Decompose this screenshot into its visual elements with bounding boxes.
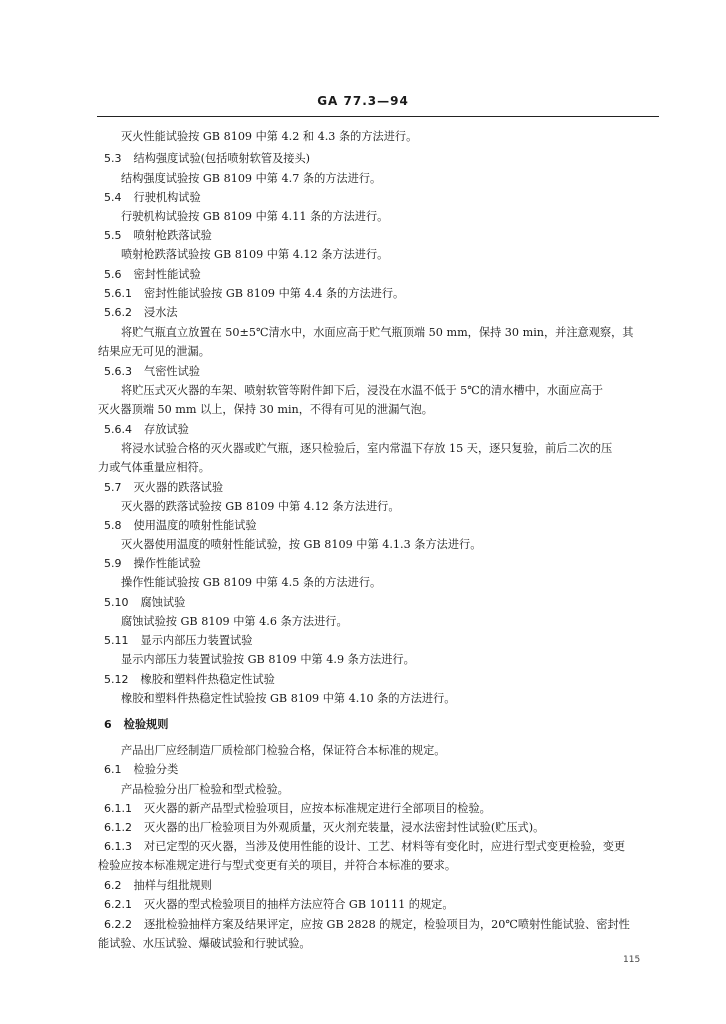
clause-number: 5.9 [104,557,122,570]
text-line [104,557,201,571]
clause-number: 6.1.1 [104,802,132,815]
clause-text: 橡胶和塑料件热稳定性试验 [140,673,275,686]
text-line [104,898,454,912]
text-line [121,384,603,398]
text-line [104,481,223,495]
clause-number: 5.8 [104,519,122,532]
text-line [104,229,212,243]
clause-text: 将贮压式灭火器的车架、喷射软管等附件卸下后，浸没在水温不低于 5℃的清水槽中，水面应高于 [121,384,603,397]
clause-text: 显示内部压力装置试验 [140,634,253,647]
document-code-header: GA 77.3—94 [317,94,409,108]
clause-number: 6.2 [104,879,122,892]
text-line [104,717,168,732]
text-line [121,538,481,552]
text-line [98,461,210,475]
text-line [121,744,445,758]
clause-number: 6.2.1 [104,898,132,911]
text-line [121,783,289,797]
clause-text: 对已定型的灭火器，当涉及使用性能的设计、工艺、材料等有变化时，应进行型式变更检验，变更 [144,840,626,853]
clause-text: 能试验、水压试验、爆破试验和行驶试验。 [98,937,311,950]
clause-text: 灭火器的跌落试验 [133,481,224,494]
clause-text: 结果应无可见的泄漏。 [98,345,210,358]
text-line [121,130,417,144]
clause-text: 产品检验分出厂检验和型式检验。 [121,783,289,796]
clause-text: 操作性能试验按 GB 8109 中第 4.5 条的方法进行。 [121,576,382,589]
text-line [104,802,491,816]
text-line [121,442,612,456]
text-line [104,673,275,687]
clause-text: 力或气体重量应相符。 [98,461,210,474]
clause-text: 灭火器的型式检验项目的抽样方法应符合 GB 10111 的规定。 [144,898,454,911]
clause-number: 5.5 [104,229,122,242]
clause-text: 灭火器顶端 50 mm 以上，保持 30 min，不得有可见的泄漏气泡。 [98,403,433,416]
text-line [121,692,455,706]
text-line [104,268,201,282]
clause-number: 6 [104,718,112,731]
clause-text: 显示内部压力装置试验按 GB 8109 中第 4.9 条方法进行。 [121,653,415,666]
text-line [121,248,388,262]
text-line [98,937,311,951]
text-line [104,519,257,533]
clause-text: 灭火性能试验按 GB 8109 中第 4.2 和 4.3 条的方法进行。 [121,130,418,143]
text-line [104,840,625,854]
text-line [104,918,630,932]
text-line [104,634,252,648]
text-line [104,596,185,610]
text-line [104,821,544,835]
clause-text: 结构强度试验(包括喷射软管及接头) [133,152,311,165]
text-line [121,576,381,590]
clause-number: 5.4 [104,191,122,204]
text-line [104,191,201,205]
text-line [104,879,212,893]
text-line [98,403,433,417]
text-line [121,500,400,514]
clause-text: 行驶机构试验按 GB 8109 中第 4.11 条的方法进行。 [121,210,389,223]
clause-number: 5.7 [104,481,122,494]
clause-number: 5.6.2 [104,306,132,319]
clause-number: 5.10 [104,596,129,609]
clause-text: 喷射枪跌落试验 [133,229,212,242]
clause-text: 检验应按本标准规定进行与型式变更有关的项目，并符合本标准的要求。 [98,859,457,872]
clause-number: 6.1.2 [104,821,132,834]
clause-number: 5.3 [104,152,122,165]
clause-text: 腐蚀试验按 GB 8109 中第 4.6 条方法进行。 [121,615,348,628]
text-line [104,287,404,301]
text-line [104,423,189,437]
clause-text: 结构强度试验按 GB 8109 中第 4.7 条的方法进行。 [121,172,382,185]
clause-number: 5.6.1 [104,287,132,300]
text-line [98,345,210,359]
page-number: 115 [623,955,641,965]
clause-text: 浸水法 [144,306,178,319]
clause-text: 灭火器使用温度的喷射性能试验，按 GB 8109 中第 4.1.3 条方法进行。 [121,538,482,551]
text-line [98,859,456,873]
text-line [104,306,178,320]
text-line [121,210,388,224]
clause-number: 5.6.3 [104,365,132,378]
clause-text: 检验分类 [133,763,179,776]
clause-text: 喷射枪跌落试验按 GB 8109 中第 4.12 条方法进行。 [121,248,389,261]
clause-text: 检验规则 [123,717,169,731]
text-line [121,172,381,186]
clause-number: 6.1.3 [104,840,132,853]
clause-number: 6.2.2 [104,918,132,931]
clause-text: 操作性能试验 [133,557,201,570]
clause-text: 橡胶和塑料件热稳定性试验按 GB 8109 中第 4.10 条的方法进行。 [121,692,456,705]
clause-text: 使用温度的喷射性能试验 [133,519,257,532]
text-line [104,365,200,379]
text-line [121,326,633,340]
clause-text: 密封性能试验 [133,268,201,281]
clause-text: 抽样与组批规则 [133,879,212,892]
clause-number: 5.6.4 [104,423,132,436]
text-line [121,615,348,629]
clause-text: 将贮气瓶直立放置在 50±5℃清水中，水面应高于贮气瓶顶端 50 mm，保持 30 min，并注意观察，其 [121,326,634,339]
clause-text: 气密性试验 [144,365,200,378]
clause-text: 腐蚀试验 [140,596,186,609]
clause-number: 6.1 [104,763,122,776]
clause-text: 密封性能试验按 GB 8109 中第 4.4 条的方法进行。 [144,287,405,300]
clause-text: 将浸水试验合格的灭火器或贮气瓶，逐只检验后，室内常温下存放 15 天，逐只复验，前后二次的压 [121,442,613,455]
clause-text: 灭火器的出厂检验项目为外观质量，灭火剂充装量，浸水法密封性试验(贮压式)。 [144,821,545,834]
clause-number: 5.12 [104,673,129,686]
clause-number: 5.6 [104,268,122,281]
text-line [104,763,178,777]
clause-text: 产品出厂应经制造厂质检部门检验合格，保证符合本标准的规定。 [121,744,446,757]
clause-text: 灭火器的跌落试验按 GB 8109 中第 4.12 条方法进行。 [121,500,400,513]
clause-text: 逐批检验抽样方案及结果评定，应按 GB 2828 的规定，检验项目为，20℃喷射性能试验、密封性 [144,918,630,931]
clause-text: 行驶机构试验 [133,191,201,204]
text-line [104,152,310,166]
clause-number: 5.11 [104,634,129,647]
header-rule [97,116,659,117]
clause-text: 存放试验 [144,423,189,436]
clause-text: 灭火器的新产品型式检验项目，应按本标准规定进行全部项目的检验。 [144,802,491,815]
text-line [121,653,415,667]
